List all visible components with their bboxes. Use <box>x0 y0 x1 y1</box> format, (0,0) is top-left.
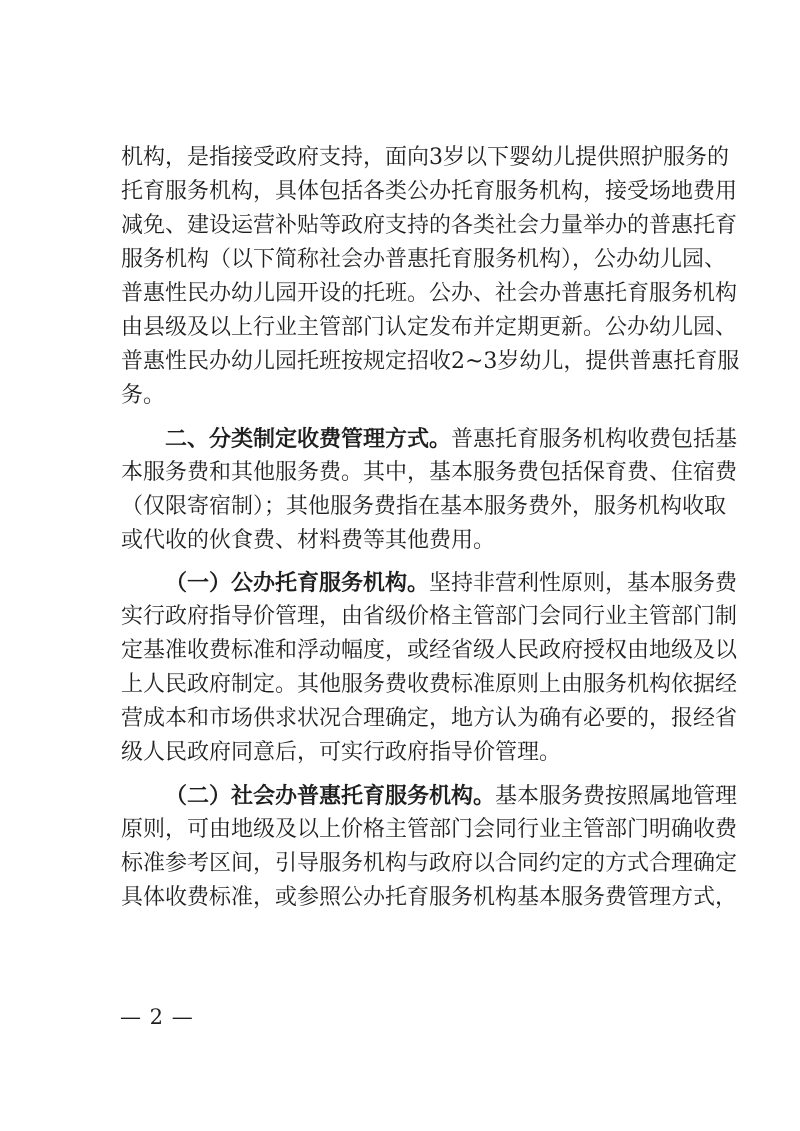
paragraph-line: 服务机构（以下简称社会办普惠托育服务机构），公办幼儿园、 <box>121 247 727 272</box>
paragraph-first-line <box>121 422 738 456</box>
paragraph-line: 或代收的伙食费、材料费等其他费用。 <box>121 527 496 553</box>
section-heading: 二、分类制定收费管理方式。 <box>165 425 452 452</box>
subsection-heading: （二）社会办普惠托育服务机构。 <box>165 782 496 809</box>
paragraph-line: 减免、建设运营补贴等政府支持的各类社会力量举办的普惠托育 <box>121 213 738 238</box>
paragraph-1 <box>121 141 740 413</box>
paragraph-first-line <box>121 779 738 813</box>
paragraph-text: 坚持非营利性原则，基本服务费 <box>429 571 738 597</box>
paragraph-line: 机构，是指接受政府支持，面向3岁以下婴幼儿提供照护服务的 <box>121 145 729 170</box>
paragraph-line: 普惠性民办幼儿园开设的托班。公办、社会办普惠托育服务机构 <box>121 281 738 306</box>
paragraph-line: 本服务费和其他服务费。其中，基本服务费包括保育费、住宿费 <box>121 459 738 485</box>
paragraph-4 <box>121 779 738 915</box>
paragraph-line: 原则，可由地级及以上价格主管部门会同行业主管部门明确收费 <box>121 816 738 842</box>
paragraph-3 <box>121 566 738 770</box>
page-number: — 2 — <box>120 1005 194 1029</box>
paragraph-2 <box>121 422 738 558</box>
paragraph-line: 托育服务机构，具体包括各类公办托育服务机构，接受场地费用 <box>121 179 738 204</box>
paragraph-line: 上人民政府制定。其他服务费收费标准原则上由服务机构依据经 <box>121 672 738 698</box>
paragraph-line: 标准参考区间，引导服务机构与政府以合同约定的方式合理确定 <box>121 850 738 876</box>
paragraph-text: 基本服务费按照属地管理 <box>495 783 738 809</box>
paragraph-line: 务。 <box>121 383 166 408</box>
paragraph-line: 具体收费标准，或参照公办托育服务机构基本服务费管理方式， <box>121 884 738 910</box>
paragraph-text: 普惠托育服务机构收费包括基 <box>451 426 738 452</box>
paragraph-line: 实行政府指导价管理，由省级价格主管部门会同行业主管部门制 <box>121 604 738 630</box>
subsection-heading: （一）公办托育服务机构。 <box>165 570 430 597</box>
paragraph-line: 由县级及以上行业主管部门认定发布并定期更新。公办幼儿园、 <box>121 315 738 340</box>
paragraph-line: 营成本和市场供求状况合理确定，地方认为确有必要的，报经省 <box>121 706 738 732</box>
paragraph-line: 普惠性民办幼儿园托班按规定招收2~3岁幼儿，提供普惠托育服 <box>121 349 740 374</box>
body-text <box>121 141 740 915</box>
paragraph-line: （仅限寄宿制）；其他服务费指在基本服务费外，服务机构收取 <box>121 493 727 519</box>
paragraph-line: 级人民政府同意后，可实行政府指导价管理。 <box>121 740 562 766</box>
paragraph-line: 定基准收费标准和浮动幅度，或经省级人民政府授权由地级及以 <box>121 638 738 664</box>
paragraph-first-line <box>121 566 738 600</box>
